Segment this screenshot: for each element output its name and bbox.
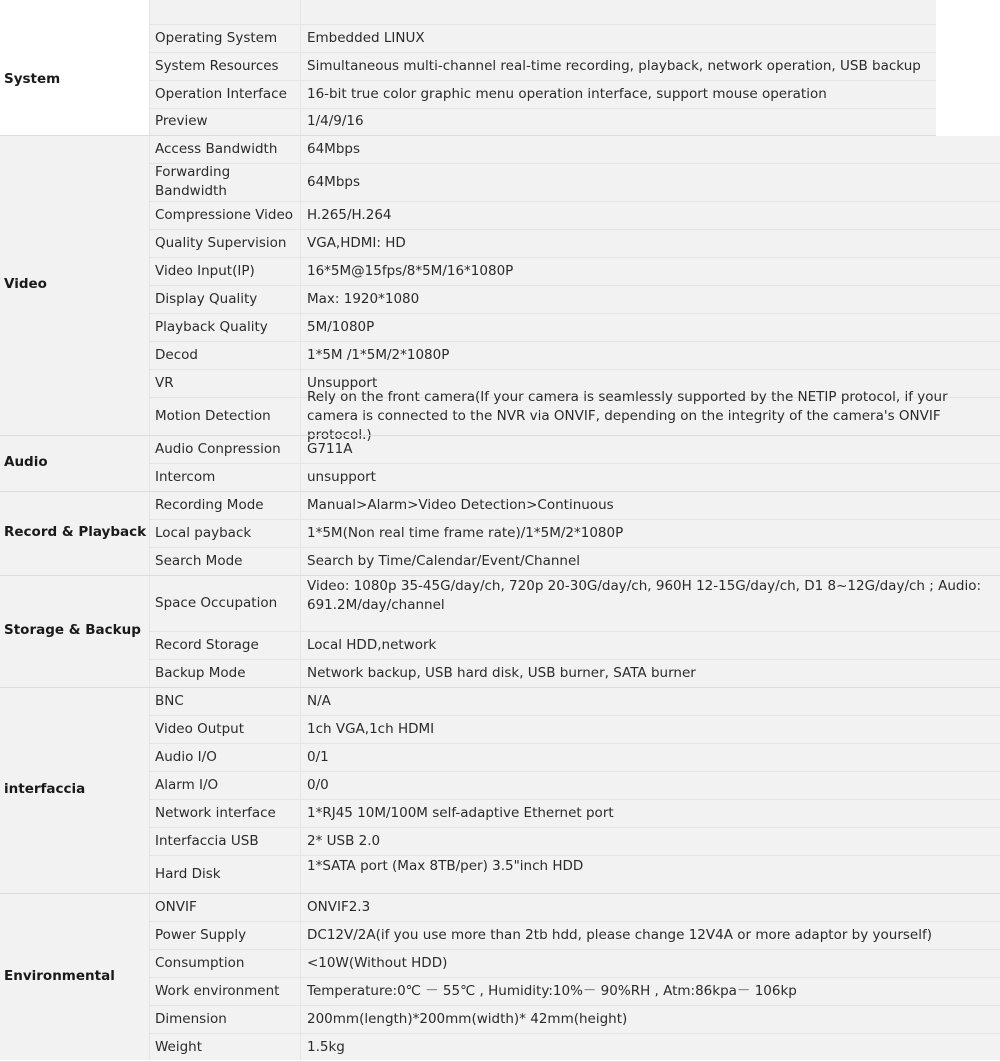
spec-value: 1*RJ45 10M/100M self-adaptive Ethernet port <box>307 804 614 821</box>
section-category: Record & Playback <box>4 524 147 540</box>
section-category: interfaccia <box>4 781 86 797</box>
spec-value: Manual>Alarm>Video Detection>Continuous <box>307 496 614 513</box>
spec-label: Decod <box>155 346 198 363</box>
column-divider-1 <box>149 0 150 1060</box>
spec-value: 1ch VGA,1ch HDMI <box>307 720 435 737</box>
spec-value: 2* USB 2.0 <box>307 832 381 849</box>
spec-value: 0/0 <box>307 776 329 793</box>
spec-label: Local payback <box>155 524 252 541</box>
spec-label: Operating System <box>155 29 278 46</box>
section-category: Video <box>4 276 47 292</box>
spec-value: ONVIF2.3 <box>307 898 371 915</box>
spec-label: Network interface <box>155 804 276 821</box>
spec-label: Interfaccia USB <box>155 832 259 849</box>
spec-value: 64Mbps <box>307 140 360 157</box>
spec-label: Hard Disk <box>155 865 221 882</box>
spec-label: Consumption <box>155 954 245 971</box>
spec-value: 1/4/9/16 <box>307 113 364 129</box>
spec-label: Alarm I/O <box>155 776 219 793</box>
spec-value: Local HDD,network <box>307 636 437 653</box>
spec-value: Embedded LINUX <box>307 29 425 46</box>
spec-label: Access Bandwidth <box>155 140 278 157</box>
spec-label: Playback Quality <box>155 318 268 335</box>
spec-label: Space Occupation <box>155 594 278 611</box>
spec-value: unsupport <box>307 468 376 485</box>
spec-label: Operation Interface <box>155 85 287 102</box>
spec-value: Rely on the front camera(If your camera is seamlessly supported by the NETIP protocol, if your camera is connected to the NVR via ONVIF, depending on the integrity of the camera's ONVIF <box>307 388 948 424</box>
spec-value: 1.5kg <box>307 1038 345 1055</box>
spec-value: 16-bit true color graphic menu operation interface, support mouse operation <box>307 85 827 102</box>
spec-value: Video: 1080p 35-45G/day/ch, 720p 20-30G/day/ch, 960H 12-15G/day/ch, D1 8~12G/day/ch ; Audio: 691.2M/day/channel <box>307 578 982 613</box>
spec-value: 64Mbps <box>307 173 360 190</box>
spec-value: Simultaneous multi-channel real-time recording, playback, network operation, USB backup <box>307 57 921 74</box>
spec-value: N/A <box>307 692 331 709</box>
spec-value: <10W(Without HDD) <box>307 954 448 971</box>
spec-label: Preview <box>155 113 208 129</box>
section-category: Environmental <box>4 968 115 984</box>
spec-label: Audio Conpression <box>155 440 281 457</box>
spec-value: VGA,HDMI: HD <box>307 234 406 251</box>
spec-value: Unsupport <box>307 374 378 391</box>
spec-label: Weight <box>155 1038 203 1055</box>
spec-label: Audio I/O <box>155 748 217 765</box>
section-category: Audio <box>4 454 48 470</box>
spec-label: System Resources <box>155 57 279 74</box>
spec-value: 1*SATA port (Max 8TB/per) 3.5"inch HDD <box>307 858 584 874</box>
spec-value: 1*5M(Non real time frame rate)/1*5M/2*1080P <box>307 524 624 541</box>
section-category: Storage & Backup <box>4 622 141 638</box>
spec-label: Quality Supervision <box>155 234 287 251</box>
spec-value: Temperature:0℃ － 55℃ , Humidity:10%－ 90%RH , Atm:86kpa－ 106kp <box>307 982 797 999</box>
spec-value: G711A <box>307 440 353 457</box>
spec-label: Search Mode <box>155 552 243 569</box>
spec-label: Power Supply <box>155 926 247 943</box>
spec-label: ONVIF <box>155 898 197 915</box>
spec-label: Work environment <box>155 982 280 999</box>
spec-value: 0/1 <box>307 748 329 765</box>
spec-label: BNC <box>155 692 184 709</box>
spec-label: Motion Detection <box>155 407 271 424</box>
spec-label: Display Quality <box>155 290 258 307</box>
spec-label: Recording Mode <box>155 496 264 513</box>
spec-label: Intercom <box>155 468 216 485</box>
spec-label: Compressione Video <box>155 206 294 223</box>
spec-label: Forwarding Bandwidth <box>155 164 231 199</box>
spec-label: Video Input(IP) <box>155 262 255 279</box>
category-column-top <box>0 0 149 136</box>
spec-value: Search by Time/Calendar/Event/Channel <box>307 552 581 569</box>
spec-label: VR <box>155 374 174 391</box>
spec-label: Backup Mode <box>155 664 246 681</box>
section-category: System <box>4 70 61 87</box>
spec-value: 1*5M /1*5M/2*1080P <box>307 346 450 363</box>
spec-label: Dimension <box>155 1010 227 1027</box>
spec-label: Record Storage <box>155 636 259 653</box>
spec-value: DC12V/2A(if you use more than 2tb hdd, please change 12V4A or more adaptor by yourself) <box>307 926 932 943</box>
spec-value: Network backup, USB hard disk, USB burner, SATA burner <box>307 664 696 681</box>
spec-value: 5M/1080P <box>307 318 375 335</box>
spec-label: Video Output <box>155 720 245 737</box>
column-divider-2 <box>300 0 301 1060</box>
spec-value: Max: 1920*1080 <box>307 290 420 307</box>
spec-value: 16*5M@15fps/8*5M/16*1080P <box>307 262 514 279</box>
spec-value: H.265/H.264 <box>307 206 392 223</box>
spec-value: 200mm(length)*200mm(width)* 42mm(height) <box>307 1010 628 1027</box>
